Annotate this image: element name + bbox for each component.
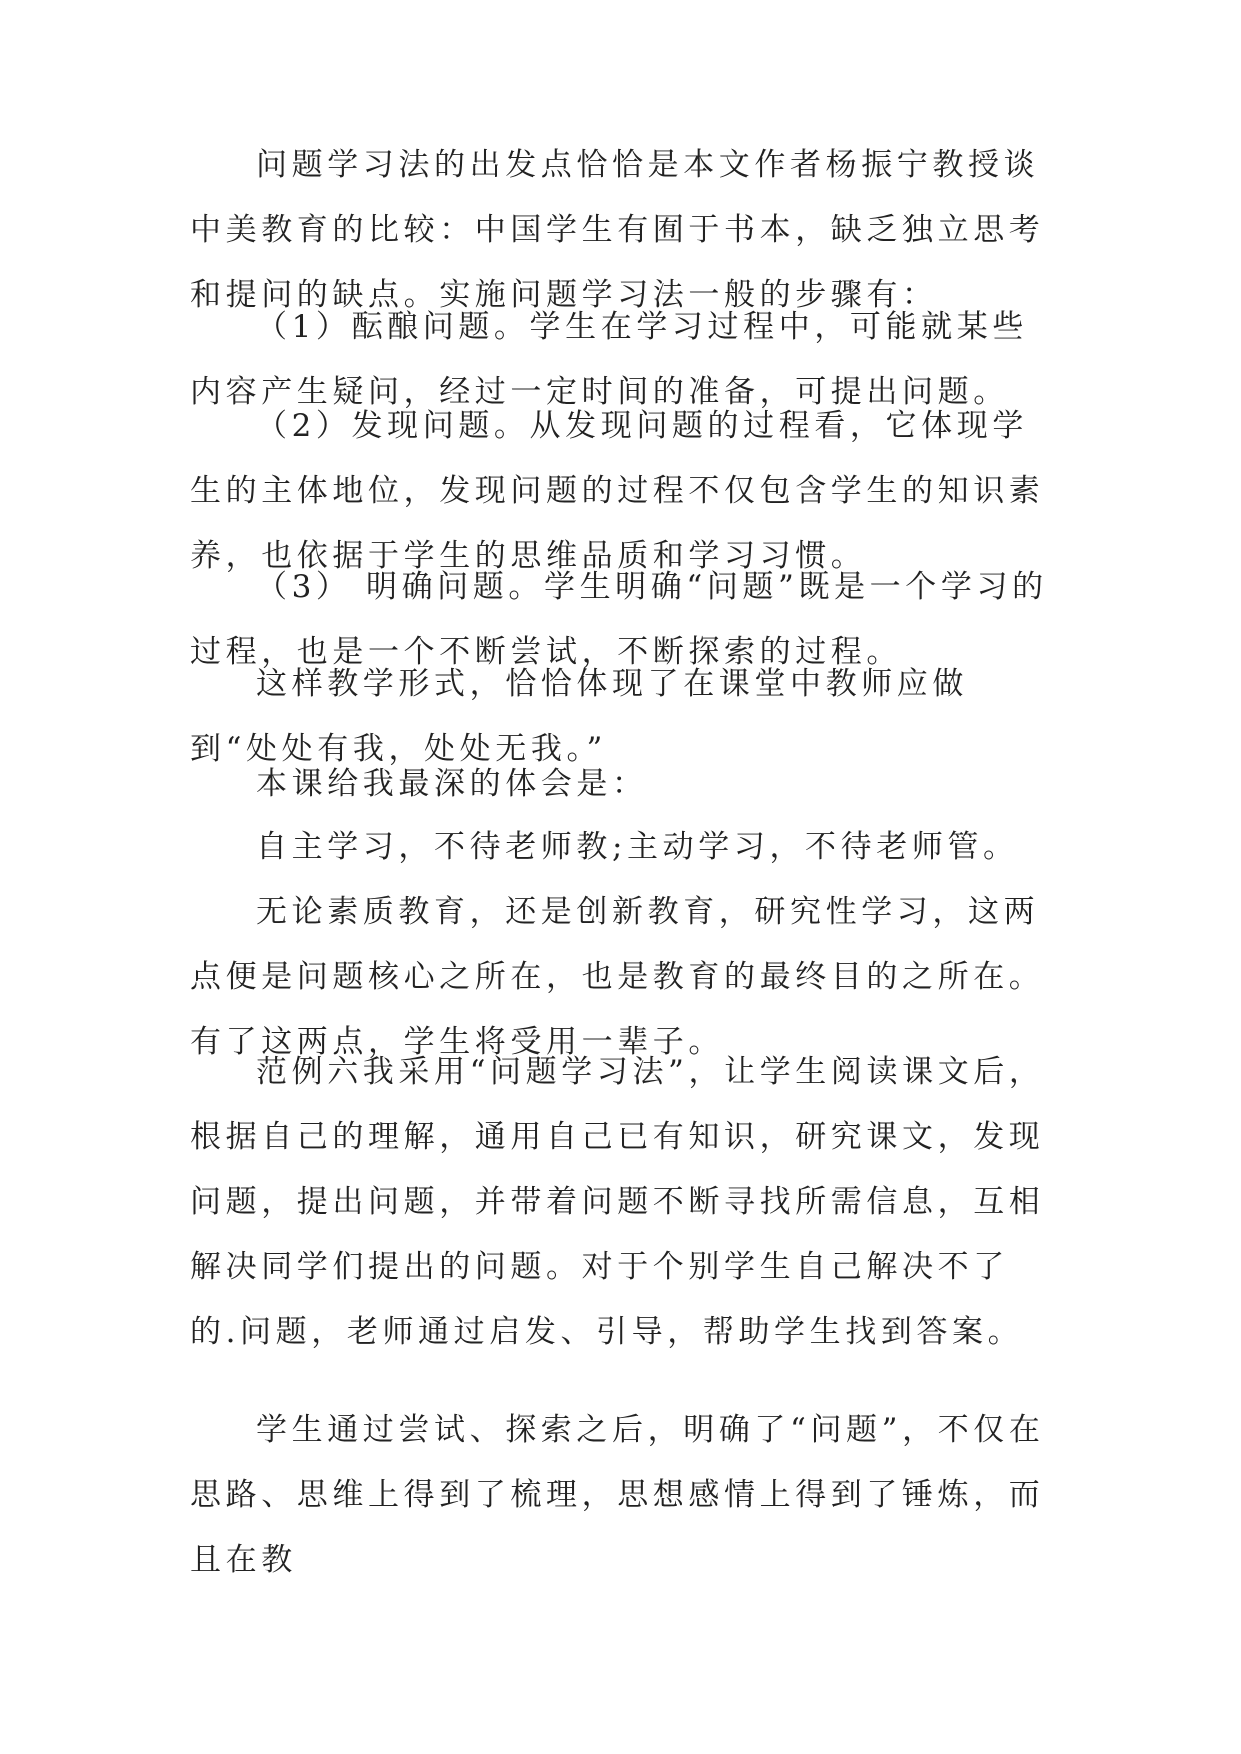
paragraph-7: 自主学习，不待老师教;主动学习，不待老师管。 [256,829,1019,865]
paragraph-6: 本课给我最深的体会是： [256,766,648,802]
paragraph-10: 学生通过尝试、探索之后，明确了“问题”，不仅在思路、思维上得到了梳理，思想感情上得到了锤炼，而且在教 [190,1412,1045,1578]
paragraph-5: 这样教学形式，恰恰体现了在课堂中教师应做到“处处有我，处处无我。” [190,666,968,767]
paragraph-1: 问题学习法的出发点恰恰是本文作者杨振宁教授谈中美教育的比较：中国学生有囿于书本，缺乏独立思考和提问的缺点。实施问题学习法一般的步骤有： [190,147,1045,313]
paragraph-2: （1）酝酿问题。学生在学习过程中，可能就某些内容产生疑问，经过一定时间的准备，可提出问题。 [190,309,1028,410]
paragraph-4: （3） 明确问题。学生明确“问题”既是一个学习的过程，也是一个不断尝试，不断探索的过程。 [190,569,1048,670]
paragraph-9: 范例六我采用“问题学习法”，让学生阅读课文后，根据自己的理解，通用自己已有知识，研究课文，发现问题，提出问题，并带着问题不断寻找所需信息，互相解决同学们提出的问题。对于个别学生自己解决不了的.问题，老师通过启发、引导，帮助学生找到答案。 [190,1054,1045,1350]
paragraph-3: （2）发现问题。从发现问题的过程看，它体现学生的主体地位，发现问题的过程不仅包含学生的知识素养，也依据于学生的思维品质和学习习惯。 [190,408,1045,574]
paragraph-8: 无论素质教育，还是创新教育，研究性学习，这两点便是问题核心之所在，也是教育的最终目的之所在。有了这两点，学生将受用一辈子。 [190,894,1045,1060]
